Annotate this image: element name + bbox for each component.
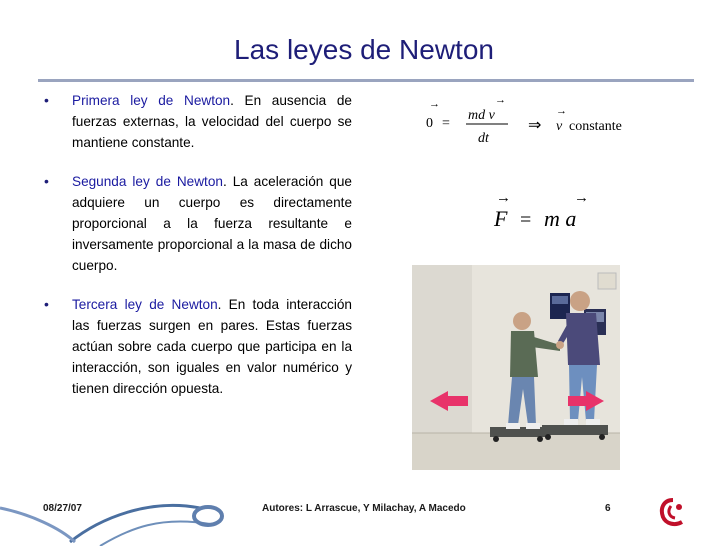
eq2-equals: = (520, 209, 532, 231)
bullet-icon: • (44, 296, 49, 312)
eq2-F: F (494, 206, 508, 231)
bullet-first-law (42, 90, 352, 153)
university-logo-icon (657, 497, 689, 527)
first-law-equation (420, 92, 650, 152)
law-name: Primera ley de Newton (72, 93, 231, 108)
eq1-equals: = (442, 116, 450, 131)
page-number: 6 (605, 503, 611, 514)
law-text: . En toda interacción las fuerzas surgen en pares. Estas fuerzas actúan sobre cada cuerpo que participa en la interacción, son iguales en valor numérico y tienen dirección opuesta. (72, 297, 352, 396)
footer-date: 08/27/07 (43, 503, 82, 514)
bullet-icon: • (44, 92, 49, 108)
eq1-v: v (556, 119, 563, 134)
eq2-rhs: m a (544, 206, 577, 231)
f-vector-arrow: → (496, 190, 511, 206)
eq1-numerator: md v (468, 108, 495, 123)
title-divider (38, 79, 694, 82)
footer-authors: Autores: L Arrascue, Y Milachay, A Macedo (262, 503, 466, 514)
v-vector-arrow: → (495, 94, 506, 106)
law-name: Tercera ley de Newton (72, 297, 218, 312)
stethoscope-decoration-icon (0, 468, 260, 546)
third-law-photo (412, 265, 620, 470)
a-vector-arrow: → (574, 190, 589, 206)
law-text: . La aceleración que adquiere un cuerpo es directamente proporcional a la fuerza resultante e inversamente proporcional a la masa de dicho cuerpo. (72, 174, 352, 273)
slide-title: Las leyes de Newton (234, 34, 494, 65)
implies-symbol: ⇒ (528, 117, 542, 134)
law-name: Segunda ley de Newton (72, 174, 223, 189)
second-law-equation (490, 188, 600, 234)
zero-vector-arrow: → (429, 98, 440, 110)
bullet-third-law (42, 294, 352, 399)
bullet-icon: • (44, 173, 49, 189)
bullet-list (42, 90, 352, 417)
eq1-zero: 0 (426, 116, 433, 131)
eq1-denominator: dt (478, 131, 489, 146)
bullet-second-law (42, 171, 352, 276)
eq1-constante: constante (569, 119, 622, 134)
v-vector-arrow-2: → (556, 105, 567, 117)
law-text: . En ausencia de fuerzas externas, la velocidad del cuerpo se mantiene constante. (72, 93, 352, 150)
